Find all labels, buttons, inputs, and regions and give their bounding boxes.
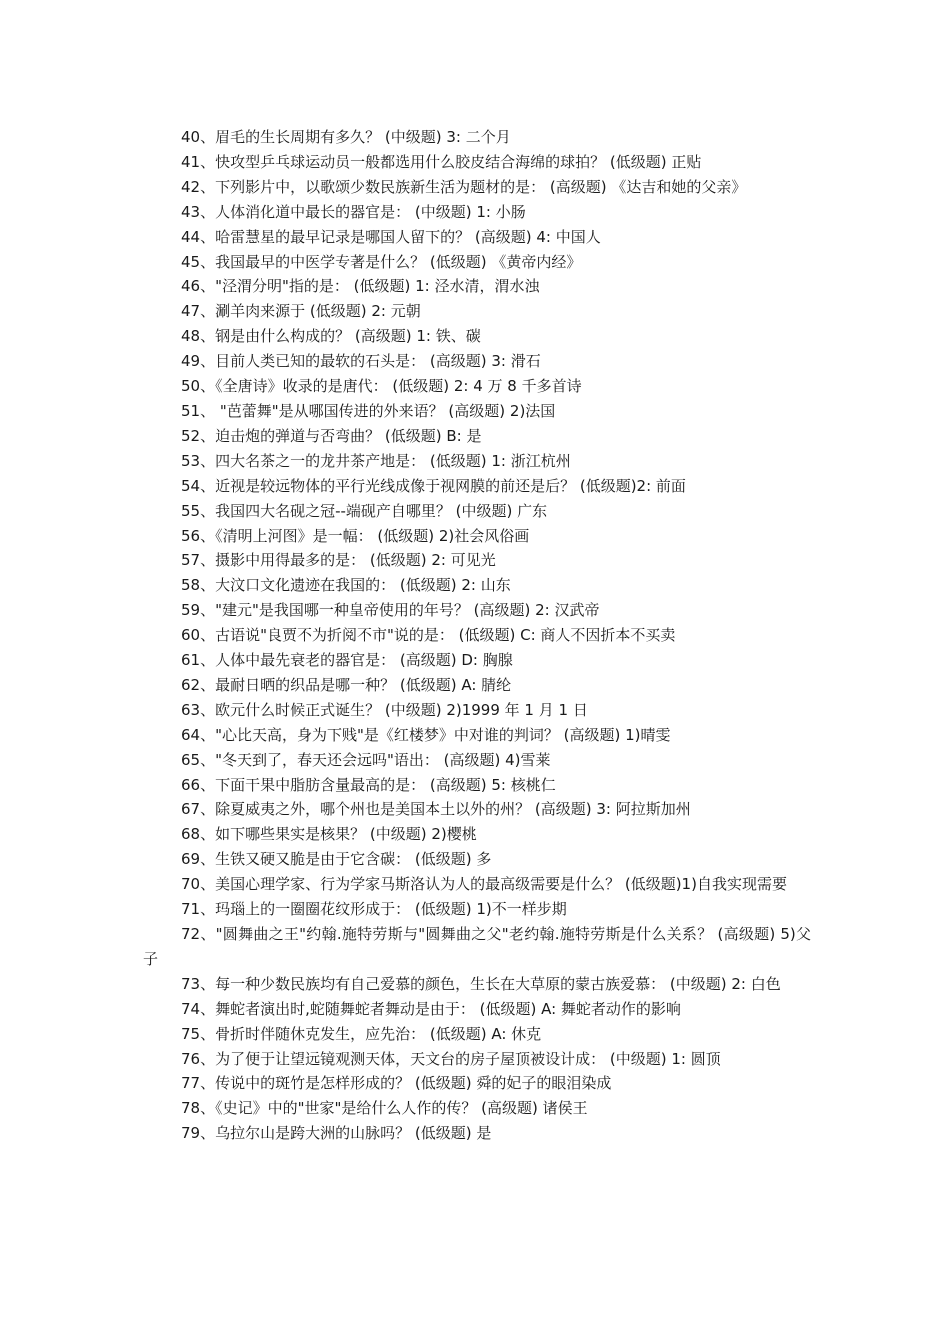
question-item: 40、眉毛的生长周期有多久？ (中级题) 3: 二个月 — [181, 128, 511, 146]
question-item: 69、生铁又硬又脆是由于它含碳： (低级题) 多 — [181, 850, 492, 869]
question-item: 71、玛瑙上的一圈圈花纹形成于： (低级题) 1)不一样步期 — [181, 900, 567, 919]
question-item: 78、《史记》中的"世家"是给什么人作的传？ (高级题) 诸侯王 — [181, 1099, 588, 1118]
question-item: 44、哈雷慧星的最早记录是哪国人留下的？ (高级题) 4: 中国人 — [181, 227, 601, 246]
question-item: 58、大汶口文化遗迹在我国的： (低级题) 2: 山东 — [181, 576, 511, 595]
question-item: 56、《清明上河图》是一幅： (低级题) 2)社会风俗画 — [181, 526, 530, 545]
question-item: 50、《全唐诗》收录的是唐代： (低级题) 2: 4 万 8 千多首诗 — [181, 377, 582, 396]
question-item: 63、欧元什么时候正式诞生？ (中级题) 2)1999 年 1 月 1 日 — [181, 700, 588, 719]
question-item: 60、古语说"良贾不为折阅不市"说的是： (低级题) C: 商人不因折本不买卖 — [181, 626, 676, 645]
question-item: 46、"泾渭分明"指的是： (低级题) 1: 泾水清，渭水浊 — [181, 277, 540, 296]
question-item: 75、骨折时伴随休克发生，应先治： (低级题) A: 休克 — [181, 1024, 542, 1043]
question-item: 79、乌拉尔山是跨大洲的山脉吗？ (低级题) 是 — [181, 1124, 492, 1143]
question-item: 77、传说中的斑竹是怎样形成的？ (低级题) 舜的妃子的眼泪染成 — [181, 1074, 612, 1093]
question-item: 42、下列影片中，以歌颂少数民族新生活为题材的是： (高级题) 《达吉和她的父亲》 — [181, 177, 747, 196]
question-item: 61、人体中最先衰老的器官是： (高级题) D: 胸腺 — [181, 651, 513, 670]
question-item: 59、"建元"是我国哪一种皇帝使用的年号？ (高级题) 2: 汉武帝 — [181, 601, 600, 620]
question-item: 68、如下哪些果实是核果？ (中级题) 2)樱桃 — [181, 825, 477, 844]
question-item: 48、钢是由什么构成的？ (高级题) 1: 铁、碳 — [181, 327, 481, 346]
question-item: 55、我国四大名砚之冠--端砚产自哪里？ (中级题) 广东 — [181, 501, 548, 520]
question-item: 76、为了便于让望远镜观测天体，天文台的房子屋顶被设计成： (中级题) 1: 圆顶 — [181, 1049, 721, 1068]
question-item: 65、"冬天到了，春天还会远吗"语出： (高级题) 4)雪莱 — [181, 750, 551, 769]
question-item: 62、最耐日晒的织品是哪一种？ (低级题) A: 腈纶 — [181, 675, 512, 694]
question-item: 45、我国最早的中医学专著是什么？ (低级题) 《黄帝内经》 — [181, 252, 582, 271]
question-item: 66、下面干果中脂肪含量最高的是： (高级题) 5: 核桃仁 — [181, 775, 556, 794]
question-item: 67、除夏威夷之外，哪个州也是美国本土以外的州？ (高级题) 3: 阿拉斯加州 — [181, 800, 691, 819]
question-item: 74、舞蛇者演出时,蛇随舞蛇者舞动是由于： (低级题) A: 舞蛇者动作的影响 — [181, 999, 681, 1018]
question-item: 73、每一种少数民族均有自己爱慕的颜色，生长在大草原的蒙古族爱慕： (中级题) 2: 白色 — [181, 974, 781, 993]
question-item: 43、人体消化道中最长的器官是： (中级题) 1: 小肠 — [181, 202, 526, 221]
question-item: 57、摄影中用得最多的是： (低级题) 2: 可见光 — [181, 551, 496, 570]
question-item: 52、迫击炮的弹道与否弯曲？ (低级题) B: 是 — [181, 426, 482, 445]
question-item: 54、近视是较远物体的平行光线成像于视网膜的前还是后？ (低级题)2: 前面 — [181, 476, 686, 495]
question-item: 41、快攻型乒乓球运动员一般都选用什么胶皮结合海绵的球拍？ (低级题) 正贴 — [181, 152, 702, 171]
question-item: 72、"圆舞曲之王"约翰.施特劳斯与"圆舞曲之父"老约翰.施特劳斯是什么关系？ (高级题) 5)父子 — [143, 925, 811, 968]
question-item: 53、四大名茶之一的龙井茶产地是： (低级题) 1: 浙江杭州 — [181, 451, 571, 470]
question-item: 47、涮羊肉来源于 (低级题) 2: 元朝 — [181, 302, 421, 321]
question-item: 70、美国心理学家、行为学家马斯洛认为人的最高级需要是什么？ (低级题)1)自我实现需要 — [181, 875, 787, 894]
question-item: 51、 "芭蕾舞"是从哪国传进的外来语？ (高级题) 2)法国 — [181, 401, 556, 420]
question-item: 49、目前人类已知的最软的石头是： (高级题) 3: 滑石 — [181, 352, 541, 371]
question-list — [143, 125, 811, 1146]
question-item: 64、"心比天高，身为下贱"是《红楼梦》中对谁的判词？ (高级题) 1)晴雯 — [181, 725, 671, 744]
